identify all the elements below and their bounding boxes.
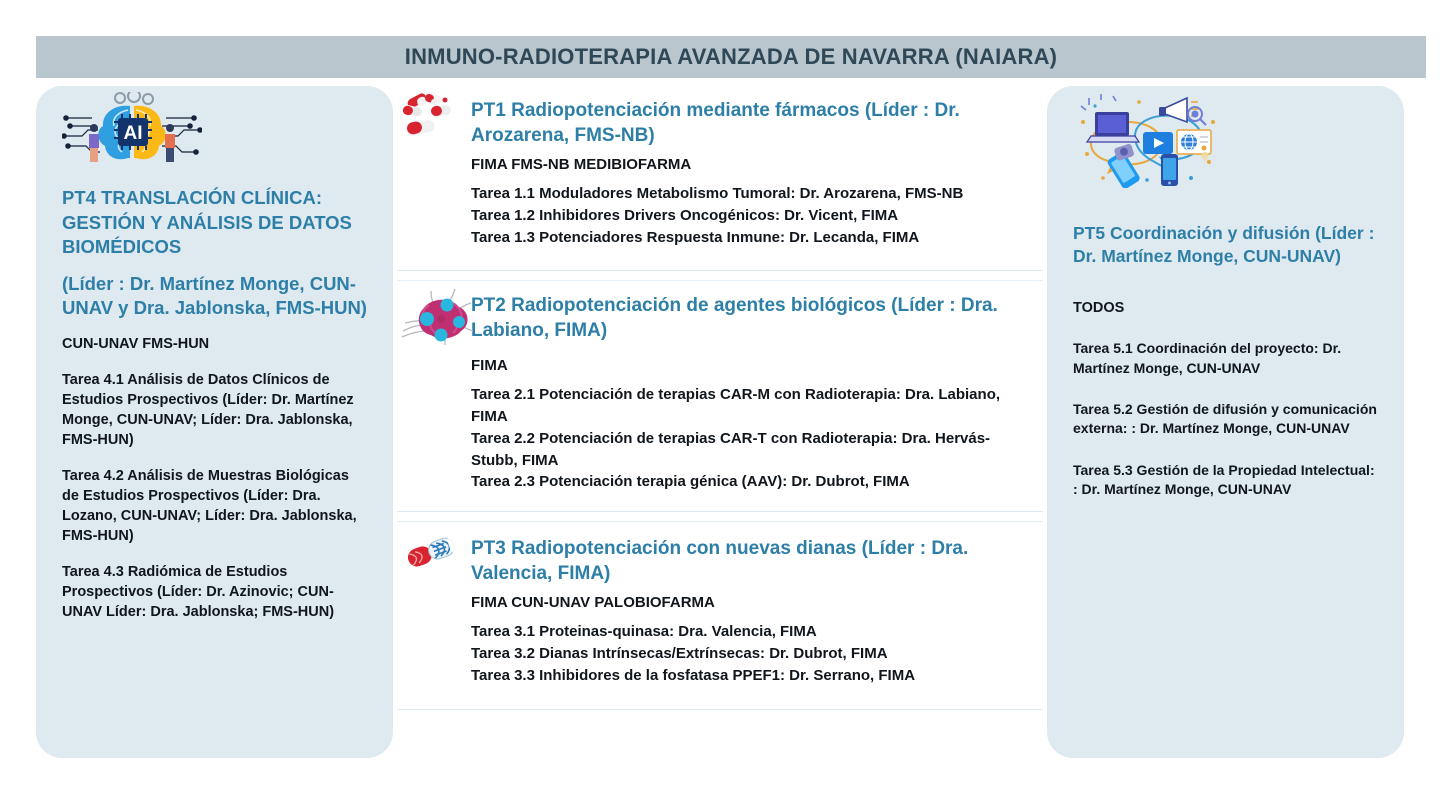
- panel-pt5-heading-wrap: [1073, 222, 1378, 269]
- pt2-task-list: [471, 384, 1037, 493]
- capsule-dna-icon: [401, 530, 463, 574]
- panel-pt5-task-2: Tarea 5.2 Gestión de difusión y comunicación externa: : Dr. Martínez Monge, CUN-UNAV: [1073, 401, 1377, 437]
- panel-pt4: [36, 86, 393, 758]
- pt3-orgs: FIMA CUN-UNAV PALOBIOFARMA: [471, 594, 715, 612]
- pt1-task-2: Tarea 1.2 Inhibidores Drivers Oncogénicos: Dr. Vicent, FIMA: [471, 206, 899, 224]
- panel-pt4-orgs: CUN-UNAV FMS-HUN: [62, 335, 210, 352]
- pt2-header-row: [401, 287, 1037, 349]
- ai-brain-illustration: [62, 92, 367, 172]
- pt1-icon-wrap: [401, 92, 463, 144]
- divider-bottom: [397, 709, 1043, 710]
- pills-capsules-icon: [401, 92, 463, 144]
- pt3-task-1: Tarea 3.1 Proteinas-quinasa: Dra. Valencia, FIMA: [471, 623, 817, 641]
- diagram-title-bar: [36, 36, 1426, 78]
- middle-column: [393, 86, 1047, 786]
- panel-pt5-orgs: TODOS: [1073, 299, 1125, 316]
- pt1-header-row: [401, 92, 1037, 148]
- pt1-task-3: Tarea 1.3 Potenciadores Respuesta Inmune: Dr. Lecanda, FIMA: [471, 228, 920, 246]
- panel-pt5-task-1: Tarea 5.1 Coordinación del proyecto: Dr. Martínez Monge, CUN-UNAV: [1073, 340, 1342, 376]
- pt2-task-1: Tarea 2.1 Potenciación de terapias CAR-M con Radioterapia: Dra. Labiano, FIMA: [471, 386, 1001, 426]
- pt1-orgs: FIMA FMS-NB MEDIBIOFARMA: [471, 156, 692, 174]
- diagram-body: [36, 86, 1426, 786]
- pt1-task-1: Tarea 1.1 Moduladores Metabolismo Tumoral: Dr. Arozarena, FMS-NB: [471, 185, 964, 203]
- media-communication-icon: [1073, 92, 1221, 188]
- page-title: INMUNO-RADIOTERAPIA AVANZADA DE NAVARRA (NAIARA): [404, 44, 1058, 69]
- panel-pt4-heading: PT4 TRANSLACIÓN CLÍNICA: GESTIÓN Y ANÁLISIS DE DATOS BIOMÉDICOS: [62, 187, 352, 258]
- pt2-icon-wrap: [401, 287, 463, 349]
- panel-pt4-task-1: Tarea 4.1 Análisis de Datos Clínicos de Estudios Prospectivos (Líder: Dr. Martínez Monge, CUN-UNAV; Líder: Dra. Jablonska, FMS-HUN): [62, 371, 354, 448]
- pt3-task-list: [471, 621, 1037, 686]
- ai-brain-icon: [62, 92, 202, 172]
- panel-pt5-task-3: Tarea 5.3 Gestión de la Propiedad Intelectual: : Dr. Martínez Monge, CUN-UNAV: [1073, 461, 1375, 497]
- pt2-block: [393, 281, 1047, 493]
- panel-pt4-task-2: Tarea 4.2 Análisis de Muestras Biológicas de Estudios Prospectivos (Líder: Dra. Lozano, CUN-UNAV; Líder: Dra. Jablonska, FMS-HUN): [62, 467, 357, 544]
- panel-pt5-heading: PT5 Coordinación y difusión (Líder : Dr. Martínez Monge, CUN-UNAV): [1073, 223, 1375, 267]
- pt2-task-2: Tarea 2.2 Potenciación de terapias CAR-T con Radioterapia: Dra. Hervás-Stubb, FIMA: [471, 429, 991, 469]
- pt1-block: [393, 86, 1047, 248]
- svg-text:AI: AI: [123, 123, 143, 144]
- pt1-task-list: [471, 183, 1037, 248]
- pt3-task-2: Tarea 3.2 Dianas Intrínsecas/Extrínsecas: Dr. Dubrot, FIMA: [471, 645, 888, 663]
- pt2-task-3: Tarea 2.3 Potenciación terapia génica (AAV): Dr. Dubrot, FIMA: [471, 473, 910, 491]
- pt2-orgs: FIMA: [471, 357, 508, 375]
- panel-pt5: [1047, 86, 1404, 758]
- pt1-title: PT1 Radiopotenciación mediante fármacos (Líder : Dr. Arozarena, FMS-NB): [471, 100, 960, 147]
- pt3-block: [393, 522, 1047, 686]
- panel-pt4-task-3: Tarea 4.3 Radiómica de Estudios Prospectivos (Líder: Dr. Azinovic; CUN-UNAV Líder: Dra. Jablonska; FMS-HUN): [62, 563, 335, 620]
- pt2-title: PT2 Radiopotenciación de agentes biológicos (Líder : Dra. Labiano, FIMA): [471, 295, 998, 342]
- tumor-cell-icon: [401, 287, 477, 349]
- pt3-header-row: [401, 530, 1037, 586]
- pt3-icon-wrap: [401, 530, 463, 574]
- media-communication-illustration: [1073, 92, 1378, 188]
- panel-pt4-leader: (Líder : Dr. Martínez Monge, CUN-UNAV y Dra. Jablonska, FMS-HUN): [62, 272, 367, 319]
- pt3-title: PT3 Radiopotenciación con nuevas dianas (Líder : Dra. Valencia, FIMA): [471, 538, 969, 585]
- pt3-task-3: Tarea 3.3 Inhibidores de la fosfatasa PPEF1: Dr. Serrano, FIMA: [471, 666, 916, 684]
